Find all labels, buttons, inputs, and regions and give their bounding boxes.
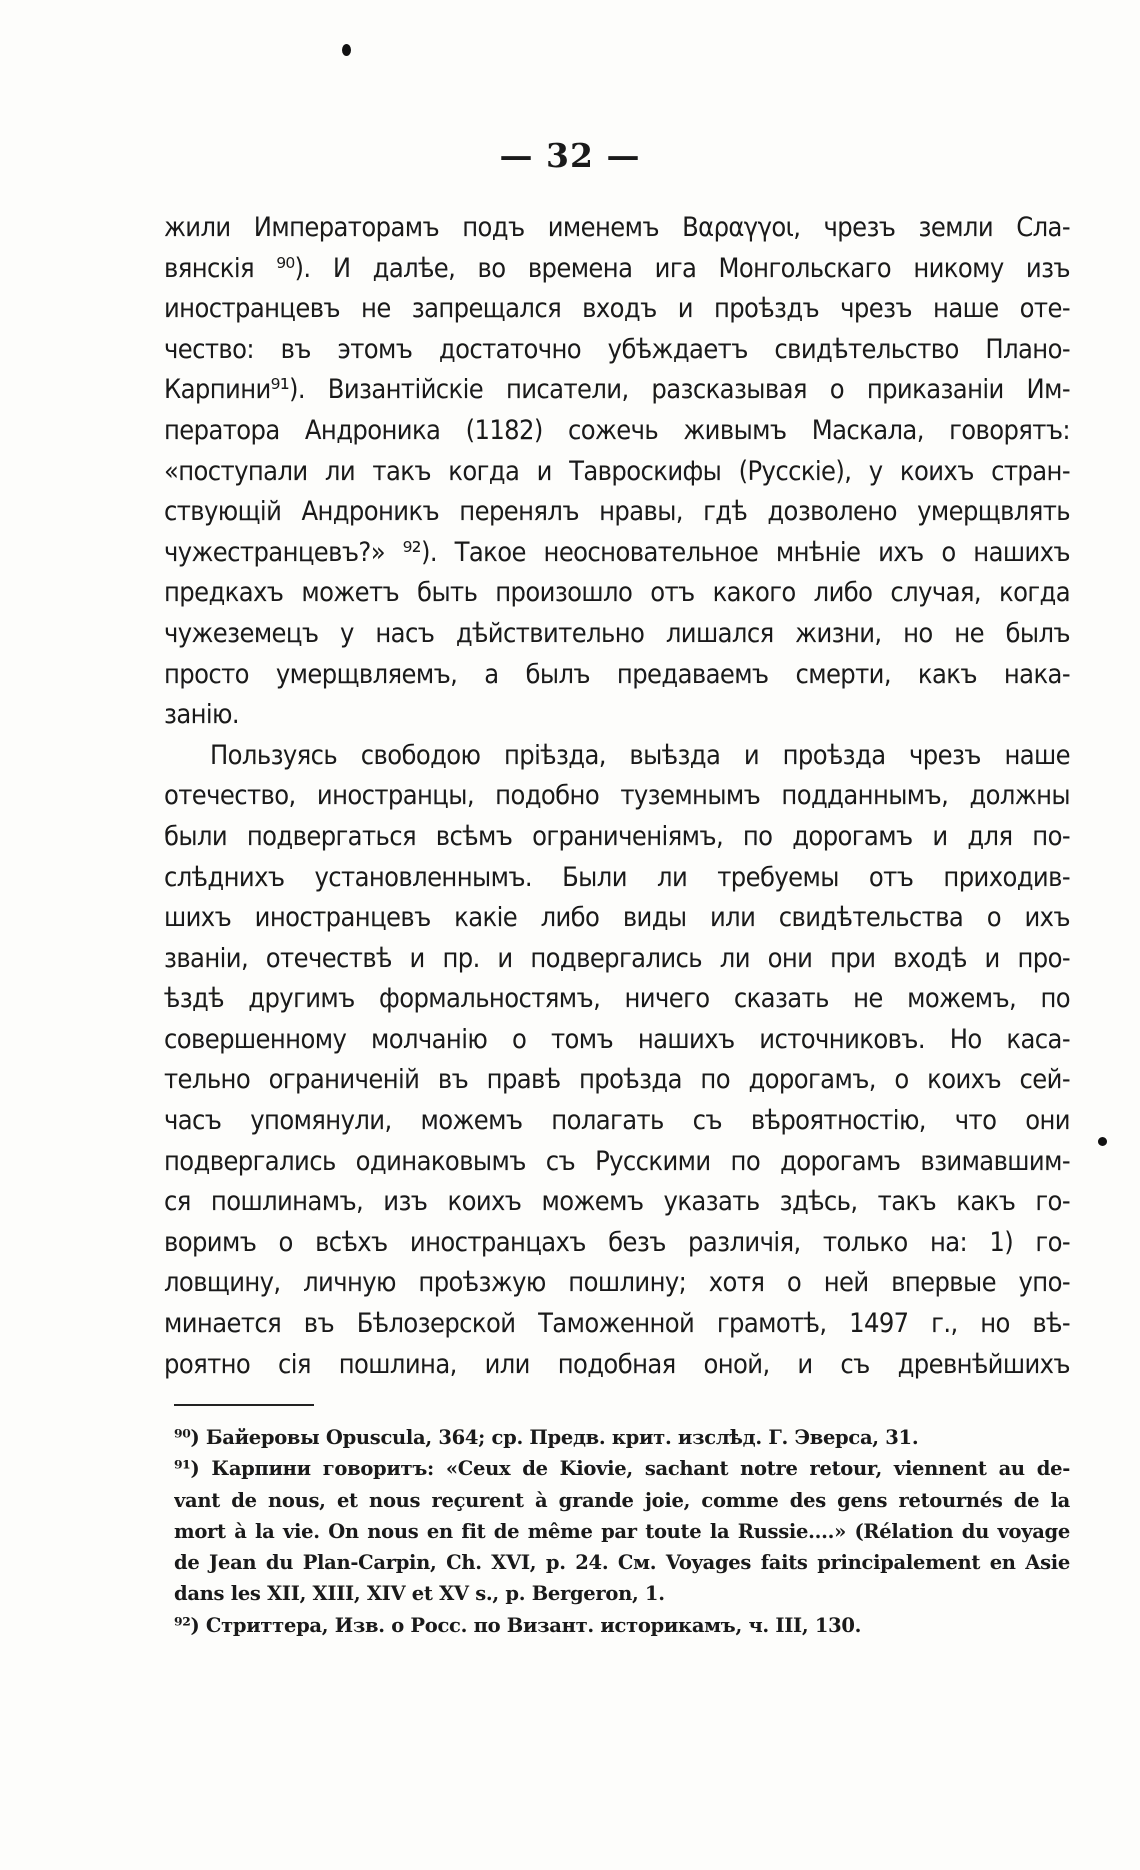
text-line: воримъ о всѣхъ иностранцахъ безъ различія, только на: 1) го- (164, 1226, 1070, 1258)
text-line: ѣздѣ другимъ формальностямъ, ничего сказать не можемъ, по (164, 983, 1070, 1015)
text-line: чужестранцевъ?» ⁹²). Такое неосновательное мнѣніе ихъ о нашихъ (164, 536, 1070, 568)
text-line: ловщину, личную проѣзжую пошлину; хотя о ней впервые упо- (164, 1267, 1070, 1299)
text-line: подвергались одинаковымъ съ Русскими по дорогамъ взимавшим- (164, 1145, 1070, 1177)
text-line: ся пошлинамъ, изъ коихъ можемъ указать здѣсь, такъ какъ го- (164, 1186, 1070, 1218)
page-number: — 32 — (499, 136, 641, 175)
ink-speck (342, 44, 351, 56)
text-line: званіи, отечествѣ и пр. и подвергались ли они при входѣ и про- (164, 942, 1070, 974)
footnote-line: ⁹²) Стриттера, Изв. о Росс. по Визант. историкамъ, ч. III, 130. (174, 1613, 862, 1637)
text-line: совершенному молчанію о томъ нашихъ источниковъ. Но каса- (164, 1023, 1070, 1055)
text-line: чество: въ этомъ достаточно убѣждаетъ свидѣтельство Плано- (164, 333, 1070, 365)
footnote-line: dans les XII, XIII, XIV et XV s., p. Bergeron, 1. (174, 1582, 665, 1606)
ink-speck (1098, 1137, 1107, 1146)
footnote-line: de Jean du Plan-Carpin, Ch. XVI, p. 24. См. Voyages faits principalement en Asie (174, 1551, 1070, 1575)
footnote-separator (174, 1404, 314, 1406)
text-line: роятно сія пошлина, или подобная оной, и съ древнѣйшихъ (164, 1348, 1070, 1380)
text-line: «поступали ли такъ когда и Тавроскифы (Русскіе), у коихъ стран- (164, 455, 1070, 487)
text-line: вянскія ⁹⁰). И далѣе, во времена ига Монгольскаго никому изъ (164, 252, 1070, 284)
footnotes (174, 1422, 1070, 1641)
footnote-line: vant de nous, et nous reçurent à grande joie, comme des gens retournés de la (174, 1488, 1070, 1512)
text-line: жили Императорамъ подъ именемъ Βαραγγοι, чрезъ земли Сла- (164, 212, 1070, 243)
main-text (164, 208, 1070, 1385)
text-line: тельно ограниченій въ правѣ проѣзда по дорогамъ, о коихъ сей- (164, 1064, 1070, 1096)
footnote-line: ⁹¹) Карпини говоритъ: «Ceux de Kiovie, sachant notre retour, viennent au de- (174, 1457, 1070, 1481)
text-line: ствующій Андроникъ перенялъ нравы, гдѣ дозволено умерщвлять (164, 496, 1070, 528)
text-line: часъ упомянули, можемъ полагать съ вѣроятностію, что они (164, 1105, 1070, 1137)
text-line: отечество, иностранцы, подобно туземнымъ подданнымъ, должны (164, 780, 1070, 812)
footnote-line: ⁹⁰) Байеровы Opuscula, 364; ср. Предв. крит. изслѣд. Г. Эверса, 31. (174, 1426, 919, 1449)
text-line: предкахъ можетъ быть произошло отъ какого либо случая, когда (164, 577, 1070, 609)
text-line: слѣднихъ установленнымъ. Были ли требуемы отъ приходив- (164, 861, 1070, 893)
footnote-line: mort à la vie. On nous en fit de même par toute la Russie....» (Rélation du voyage (174, 1519, 1070, 1543)
text-line: занію. (164, 699, 240, 731)
text-line: минается въ Бѣлозерской Таможенной грамотѣ, 1497 г., но вѣ- (164, 1308, 1070, 1340)
text-line: ператора Андроника (1182) сожечь живымъ Маскала, говорятъ: (164, 414, 1070, 446)
text-line: просто умерщвляемъ, а былъ предаваемъ смерти, какъ нака- (164, 658, 1070, 690)
text-line: Пользуясь свободою пріѣзда, выѣзда и проѣзда чрезъ наше (210, 739, 1070, 771)
text-line: иностранцевъ не запрещался входъ и проѣздъ чрезъ наше оте- (164, 293, 1070, 325)
text-line: Карпини⁹¹). Византійскіе писатели, разсказывая о приказаніи Им- (164, 374, 1070, 406)
text-line: шихъ иностранцевъ какіе либо виды или свидѣтельства о ихъ (164, 902, 1070, 934)
text-line: были подвергаться всѣмъ ограниченіямъ, по дорогамъ и для по- (164, 820, 1070, 852)
text-line: чужеземецъ у насъ дѣйствительно лишался жизни, но не былъ (164, 617, 1070, 649)
